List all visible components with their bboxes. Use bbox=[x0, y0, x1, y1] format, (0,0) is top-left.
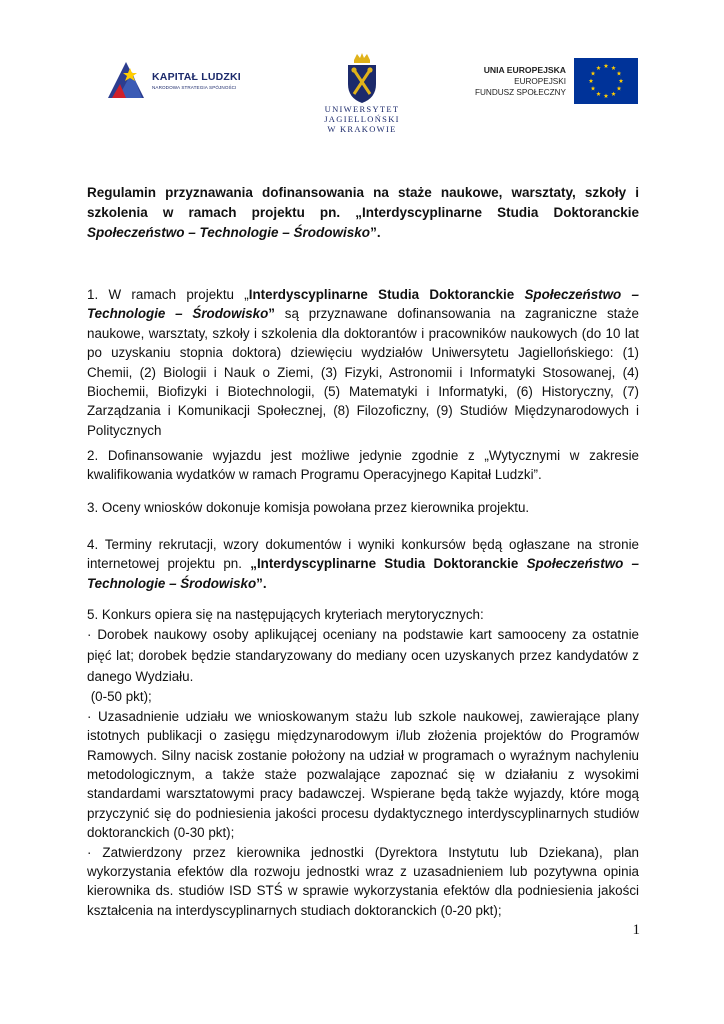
paragraph-3: 3. Oceny wniosków dokonuje komisja powołana przez kierownika projektu. bbox=[87, 500, 530, 515]
paragraph-1 bbox=[87, 285, 639, 440]
eu-logo-line3: FUNDUSZ SPOŁECZNY bbox=[475, 88, 566, 97]
criterion-1: · Dorobek naukowy osoby aplikującej oceniany na podstawie kart samooceny za ostatnie pięć lat; dorobek będzie standaryzowany do mediany ocen uzyskanych przez kandydatów z danego Wydziału. bbox=[87, 627, 639, 685]
p4-lead: 4. Terminy rekrutacji, wzory dokumentów i wyniki konkursów będą ogłaszane na stronie internetowej projektu pn. bbox=[87, 537, 639, 572]
kapital-ludzki-subtitle: NARODOWA STRATEGIA SPÓJNOŚCI bbox=[152, 85, 237, 90]
title-text: Regulamin przyznawania dofinansowania na staże naukowe, warsztaty, szkoły i szkolenia w ramach projektu pn. „Interdyscyplinarne Studia Doktoranckie bbox=[87, 185, 639, 220]
kapital-ludzki-title: KAPITAŁ LUDZKI bbox=[152, 71, 241, 83]
criteria-intro: 5. Konkurs opiera się na następujących kryteriach merytorycznych: bbox=[87, 607, 484, 622]
uj-name-line1: UNIWERSYTET bbox=[324, 104, 400, 114]
kapital-ludzki-mark-icon bbox=[106, 58, 146, 100]
paragraph-4 bbox=[87, 535, 639, 593]
p4-project-subtitle: Społeczeństwo – Technologie – Środowisko bbox=[87, 556, 639, 591]
paragraph-5 bbox=[87, 605, 639, 920]
p1-project-subtitle: Społeczeństwo – Technologie – Środowisko bbox=[87, 287, 639, 322]
title-italic: Społeczeństwo – Technologie – Środowisko bbox=[87, 225, 371, 240]
criterion-1-points: (0-50 pkt); bbox=[87, 689, 152, 705]
kapital-ludzki-logo bbox=[106, 56, 256, 104]
uj-logo bbox=[310, 52, 414, 144]
page-number: 1 bbox=[632, 922, 640, 938]
p1-lead: 1. W ramach projektu „ bbox=[87, 287, 249, 302]
eu-flag-icon bbox=[574, 58, 638, 104]
p1-project-name: Interdyscyplinarne Studia Doktoranckie bbox=[248, 287, 525, 302]
criterion-2: · Uzasadnienie udziału we wnioskowanym stażu lub szkole naukowej, zawierające plany istotnych publikacji o zasięgu międzynarodowym i/lub złożenia projektów do Programów Ramowych. Silny nacisk zostanie położony na udział w programach o wyraźnym nachyleniu metodologicznym, a także staże pozwalające zapoznać się w działaniu z wysokimi standardami warsztatowymi pracy badawczej. Wspierane będą także wyjazdy, które mogą przyczynić się do podniesienia jakości procesu dydaktycznego interdyscyplinarnych studiów doktoranckich (0-30 pkt); bbox=[87, 708, 639, 841]
p1-quote-close: ” bbox=[268, 306, 275, 322]
uj-name-line3: W KRAKOWIE bbox=[327, 124, 397, 134]
title-close: ”. bbox=[370, 225, 381, 240]
uj-name-line2: JAGIELLOŃSKI bbox=[324, 114, 400, 124]
eu-logo bbox=[462, 56, 638, 106]
eu-logo-line1: UNIA EUROPEJSKA bbox=[483, 65, 566, 75]
paragraph-2: 2. Dofinansowanie wyjazdu jest możliwe jedynie zgodnie z „Wytycznymi w zakresie kwalifikowania wydatków w ramach Programu Operacyjnego Kapitał Ludzki”. bbox=[87, 448, 639, 483]
criterion-3: · Zatwierdzony przez kierownika jednostki (Dyrektora Instytutu lub Dziekana), plan wykorzystania efektów dla rozwoju jednostki wraz z uzasadnieniem lub pozytywna opinia kierownika ds. studiów ISD STŚ w sprawie wykorzystania efektów dla podniesienia jakości kształcenia na interdyscyplinarnych studiach doktoranckich (0-20 pkt); bbox=[87, 844, 639, 918]
p4-project-name: „Interdyscyplinarne Studia Doktoranckie bbox=[250, 556, 527, 572]
uj-crest-icon bbox=[345, 52, 379, 104]
p4-quote-close: ”. bbox=[256, 575, 267, 591]
document-title bbox=[87, 183, 639, 243]
eu-logo-line2: EUROPEJSKI bbox=[514, 77, 566, 86]
p1-body: są przyznawane dofinansowania na zagraniczne staże naukowe, warsztaty, szkoły i szkolenia dla doktorantów i pracowników naukowych (do 10 lat po uzyskaniu stopnia doktora) dziewięciu wydziałów Uniwersytetu Jagiellońskiego: (1) Chemii, (2) Biologii i Nauk o Ziemi, (3) Fizyki, Astronomii i Informatyki Stosowanej, (4) Biochemii, Biofizyki i Biotechnologii, (5) Matematyki i Informatyki, (6) Historyczny, (7) Zarządzania i Komunikacji Społecznej, (8) Filozoficzny, (9) Studiów Międzynarodowych i Politycznych bbox=[87, 306, 639, 438]
